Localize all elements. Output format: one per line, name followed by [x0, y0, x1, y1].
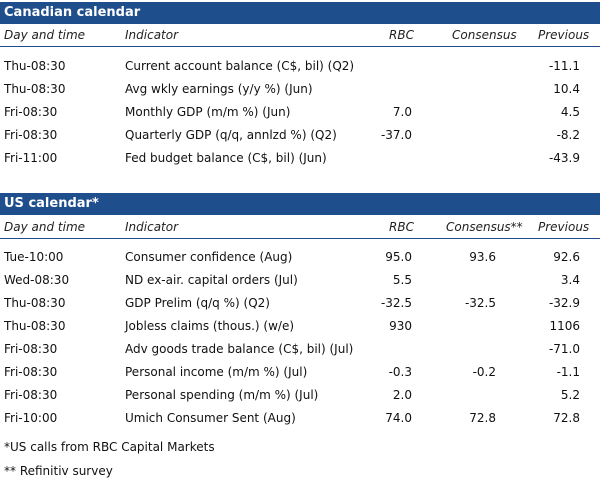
- table-row: [0, 315, 600, 338]
- footnote-us-calls: *US calls from RBC Capital Markets: [4, 440, 215, 454]
- table-row: [0, 407, 600, 430]
- previous-cell: 72.8: [553, 411, 580, 425]
- canadian-header-rule: [0, 46, 600, 47]
- rbc-cell: 930: [389, 319, 412, 333]
- header-day-and-time: Day and time: [4, 28, 86, 42]
- consensus-cell: 93.6: [469, 250, 496, 264]
- day-time-cell: Fri-08:30: [4, 365, 58, 379]
- indicator-cell: Personal income (m/m %) (Jul): [125, 365, 308, 379]
- rbc-cell: -0.3: [388, 365, 412, 379]
- header-day-and-time: Day and time: [4, 220, 86, 234]
- rbc-cell: 5.5: [392, 273, 412, 287]
- previous-cell: -11.1: [548, 59, 580, 73]
- table-row: [0, 384, 600, 407]
- rbc-cell: 74.0: [385, 411, 412, 425]
- day-time-cell: Fri-11:00: [4, 151, 58, 165]
- table-row: [0, 124, 600, 147]
- previous-cell: -43.9: [548, 151, 580, 165]
- table-row: [0, 269, 600, 292]
- day-time-cell: Fri-08:30: [4, 128, 58, 142]
- day-time-cell: Thu-08:30: [4, 296, 66, 310]
- table-row: [0, 292, 600, 315]
- us-header-rule: [0, 238, 600, 239]
- indicator-cell: ND ex-air. capital orders (Jul): [125, 273, 298, 287]
- table-row: [0, 147, 600, 170]
- day-time-cell: Fri-08:30: [4, 105, 58, 119]
- header-indicator: Indicator: [125, 220, 179, 234]
- header-previous: Previous: [538, 220, 590, 234]
- rbc-cell: 95.0: [385, 250, 412, 264]
- previous-cell: 1106: [549, 319, 580, 333]
- header-consensus: Consensus: [452, 28, 517, 42]
- day-time-cell: Thu-08:30: [4, 82, 66, 96]
- day-time-cell: Fri-08:30: [4, 388, 58, 402]
- canadian-calendar-title: Canadian calendar: [0, 2, 600, 24]
- consensus-cell: -32.5: [464, 296, 496, 310]
- table-row: [0, 55, 600, 78]
- indicator-cell: Personal spending (m/m %) (Jul): [125, 388, 319, 402]
- rbc-cell: -37.0: [380, 128, 412, 142]
- previous-cell: 3.4: [560, 273, 580, 287]
- table-row: [0, 246, 600, 269]
- previous-cell: 92.6: [553, 250, 580, 264]
- indicator-cell: Adv goods trade balance (C$, bil) (Jul): [125, 342, 354, 356]
- previous-cell: 10.4: [553, 82, 580, 96]
- header-consensus: Consensus**: [446, 220, 523, 234]
- previous-cell: -71.0: [548, 342, 580, 356]
- previous-cell: -8.2: [556, 128, 580, 142]
- table-row: [0, 78, 600, 101]
- rbc-cell: 2.0: [392, 388, 412, 402]
- header-rbc: RBC: [389, 28, 414, 42]
- indicator-cell: GDP Prelim (q/q %) (Q2): [125, 296, 270, 310]
- table-row: [0, 361, 600, 384]
- indicator-cell: Avg wkly earnings (y/y %) (Jun): [125, 82, 313, 96]
- consensus-cell: 72.8: [469, 411, 496, 425]
- rbc-cell: -32.5: [380, 296, 412, 310]
- footnote-refinitiv: ** Refinitiv survey: [4, 464, 113, 478]
- table-row: [0, 338, 600, 361]
- previous-cell: 4.5: [560, 105, 580, 119]
- indicator-cell: Monthly GDP (m/m %) (Jun): [125, 105, 291, 119]
- indicator-cell: Consumer confidence (Aug): [125, 250, 293, 264]
- previous-cell: -1.1: [556, 365, 580, 379]
- header-previous: Previous: [538, 28, 590, 42]
- indicator-cell: Quarterly GDP (q/q, annlzd %) (Q2): [125, 128, 337, 142]
- indicator-cell: Fed budget balance (C$, bil) (Jun): [125, 151, 327, 165]
- consensus-cell: -0.2: [472, 365, 496, 379]
- indicator-cell: Jobless claims (thous.) (w/e): [125, 319, 295, 333]
- table-row: [0, 101, 600, 124]
- header-indicator: Indicator: [125, 28, 179, 42]
- day-time-cell: Wed-08:30: [4, 273, 70, 287]
- previous-cell: -32.9: [548, 296, 580, 310]
- indicator-cell: Current account balance (C$, bil) (Q2): [125, 59, 355, 73]
- day-time-cell: Fri-08:30: [4, 342, 58, 356]
- indicator-cell: Umich Consumer Sent (Aug): [125, 411, 296, 425]
- rbc-cell: 7.0: [392, 105, 412, 119]
- us-calendar-title: US calendar*: [0, 193, 600, 215]
- day-time-cell: Thu-08:30: [4, 319, 66, 333]
- previous-cell: 5.2: [560, 388, 580, 402]
- day-time-cell: Thu-08:30: [4, 59, 66, 73]
- day-time-cell: Tue-10:00: [4, 250, 64, 264]
- day-time-cell: Fri-10:00: [4, 411, 58, 425]
- header-rbc: RBC: [389, 220, 414, 234]
